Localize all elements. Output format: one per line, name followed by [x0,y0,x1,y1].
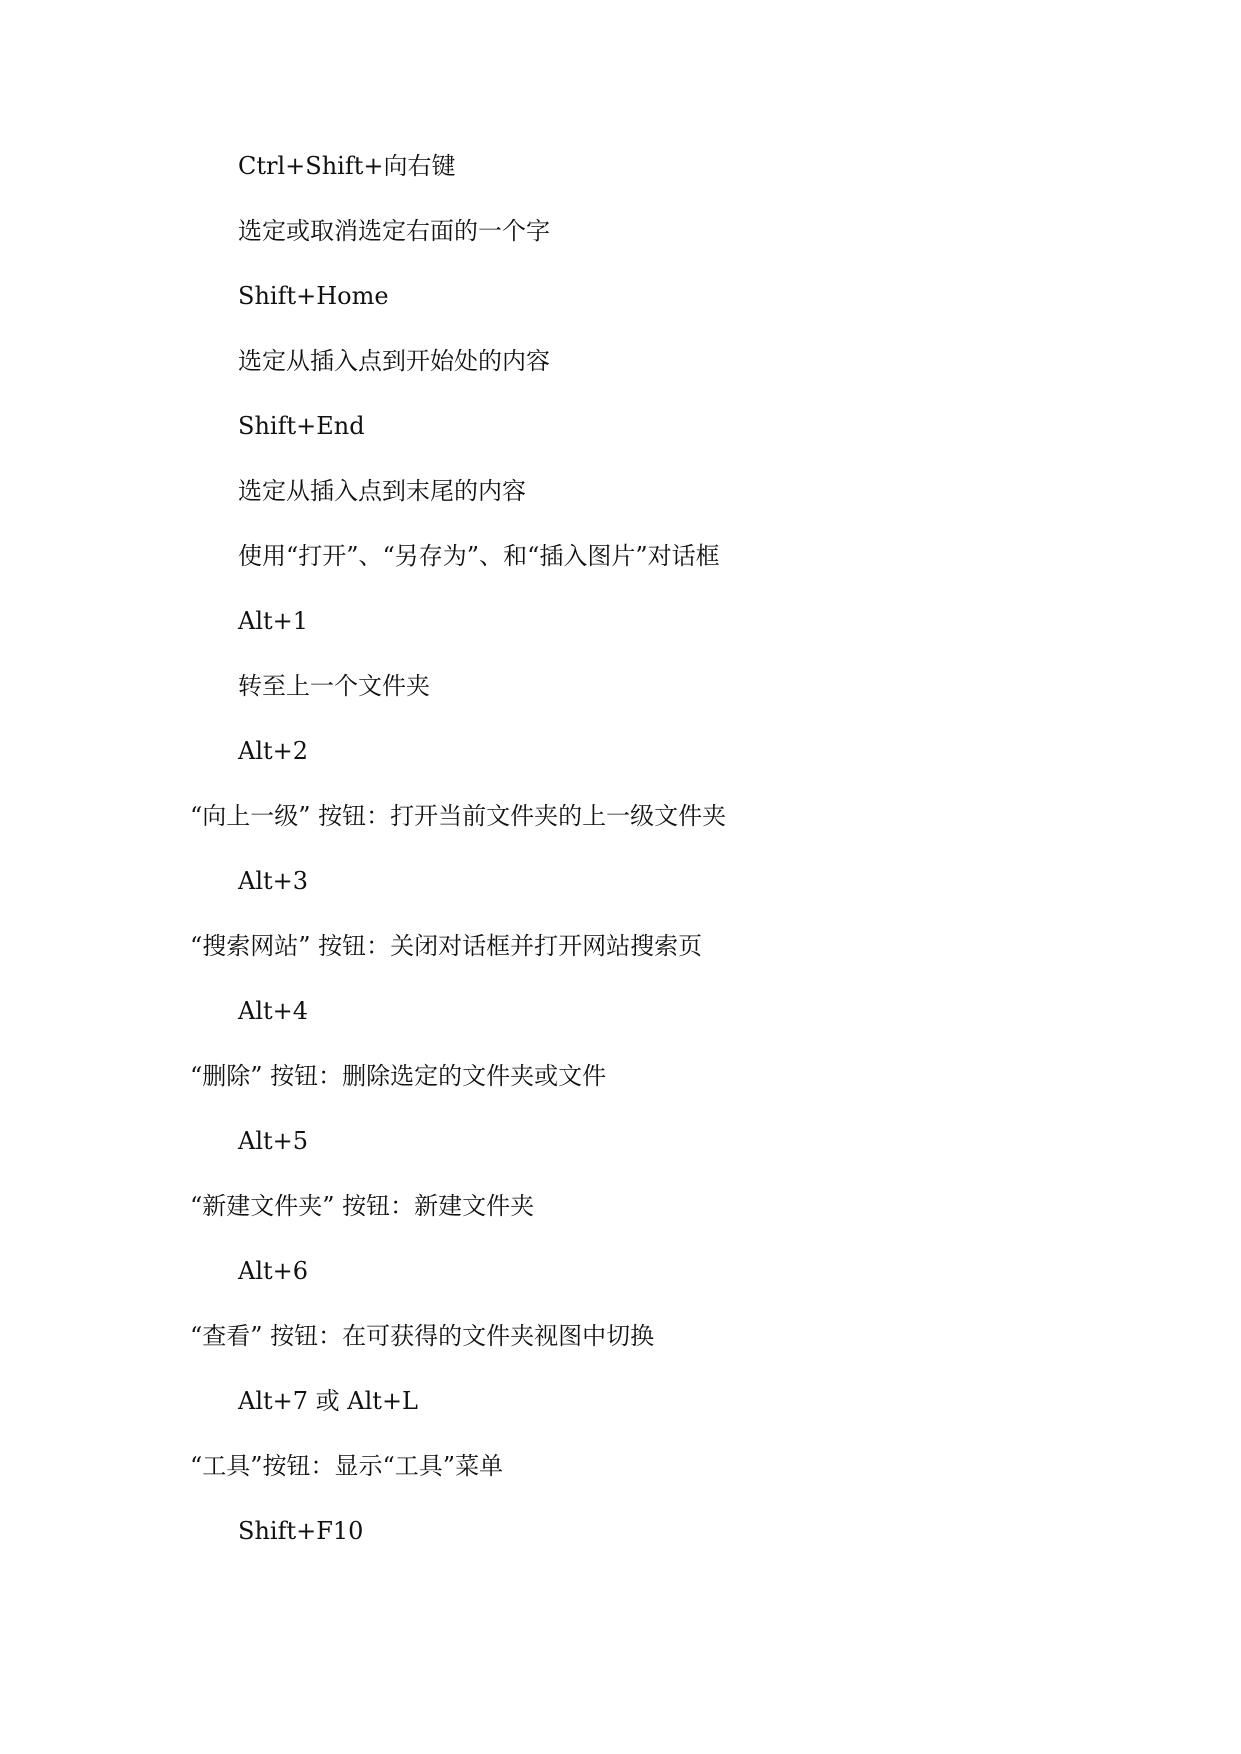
text-line: “新建文件夹” 按钮：新建文件夹 [190,1192,535,1220]
text-line: Shift+End [238,412,365,440]
text-line: Shift+Home [238,282,389,310]
text-line: “删除” 按钮：删除选定的文件夹或文件 [190,1062,607,1090]
text-line: Shift+F10 [238,1517,364,1545]
text-line: Alt+3 [238,867,309,895]
text-line: Ctrl+Shift+向右键 [238,152,456,180]
text-line: Alt+7 或 Alt+L [238,1387,418,1415]
text-line: 选定从插入点到末尾的内容 [238,477,526,505]
text-line: Alt+4 [238,997,309,1025]
text-line: Alt+1 [238,607,309,635]
text-line: 转至上一个文件夹 [238,672,430,700]
text-line: “工具”按钮：显示“工具”菜单 [190,1452,504,1480]
text-line: “向上一级” 按钮：打开当前文件夹的上一级文件夹 [190,802,727,830]
text-line: 选定从插入点到开始处的内容 [238,347,550,375]
text-line: Alt+6 [238,1257,309,1285]
text-line: “查看” 按钮：在可获得的文件夹视图中切换 [190,1322,655,1350]
text-line: “搜索网站” 按钮：关闭对话框并打开网站搜索页 [190,932,703,960]
text-line: 使用“打开”、“另存为”、和“插入图片”对话框 [238,542,720,570]
text-line: Alt+5 [238,1127,309,1155]
text-line: Alt+2 [238,737,309,765]
text-line: 选定或取消选定右面的一个字 [238,217,550,245]
